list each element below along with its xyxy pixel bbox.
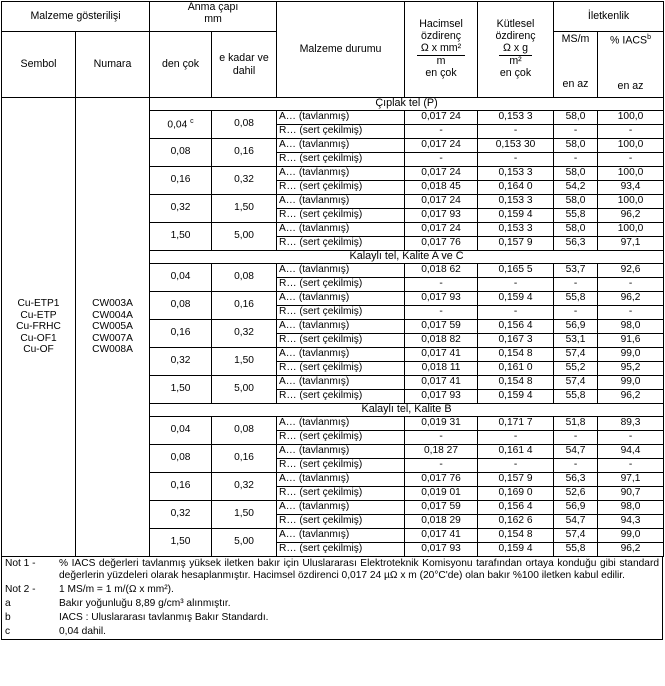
mass-resistivity: 0,159 4 <box>478 390 554 404</box>
conductivity-iacs: 92,6 <box>598 264 664 278</box>
conductivity-ms: 58,0 <box>554 167 598 181</box>
volume-resistivity: - <box>405 125 478 139</box>
conductivity-ms: - <box>554 125 598 139</box>
diameter-to: 0,08 <box>212 111 277 139</box>
diameter-from-cell <box>150 111 212 139</box>
mass-resistivity: 0,153 3 <box>478 111 554 125</box>
conductivity-iacs: 98,0 <box>598 501 664 515</box>
mass-resistivity: - <box>478 306 554 320</box>
mass-resistivity: 0,164 0 <box>478 181 554 195</box>
section-title: Çıplak tel (P) <box>150 98 664 111</box>
volume-resistivity: 0,017 24 <box>405 111 478 125</box>
conductivity-iacs: 100,0 <box>598 223 664 237</box>
material-condition: A… (tavlanmış) <box>277 223 405 237</box>
conductivity-iacs: - <box>598 306 664 320</box>
material-condition: A… (tavlanmış) <box>277 292 405 306</box>
volume-resistivity: - <box>405 306 478 320</box>
symbol-item: Cu-OF1 <box>20 332 57 344</box>
header-mass-unit <box>499 43 532 68</box>
material-condition: R… (sert çekilmiş) <box>277 125 405 139</box>
mass-resistivity: 0,154 8 <box>478 529 554 543</box>
conductivity-ms: - <box>554 459 598 473</box>
volume-resistivity: - <box>405 278 478 292</box>
number-item: CW008A <box>92 344 133 356</box>
number-item: CW004A <box>92 309 133 321</box>
conductivity-iacs: - <box>598 278 664 292</box>
conductivity-iacs: 94,4 <box>598 445 664 459</box>
diameter-from: 0,04 <box>170 271 191 283</box>
diameter-from-cell <box>150 223 212 251</box>
conductivity-iacs: 95,2 <box>598 362 664 376</box>
symbol-item: Cu-ETP <box>20 309 57 321</box>
material-condition: A… (tavlanmış) <box>277 529 405 543</box>
header-volume-resistivity <box>405 2 478 98</box>
material-condition: R… (sert çekilmiş) <box>277 362 405 376</box>
conductivity-iacs: 90,7 <box>598 487 664 501</box>
header-mass-resistivity <box>478 2 554 98</box>
material-condition: R… (sert çekilmiş) <box>277 515 405 529</box>
symbol-item: Cu-FRHC <box>16 321 61 333</box>
conductivity-ms: 57,4 <box>554 348 598 362</box>
header-up-to-incl: e kadar ve dahil <box>212 32 277 98</box>
conductivity-ms: 54,7 <box>554 515 598 529</box>
volume-resistivity: - <box>405 459 478 473</box>
conductivity-ms: 56,9 <box>554 501 598 515</box>
conductivity-ms: 57,4 <box>554 376 598 390</box>
mass-resistivity: 0,156 4 <box>478 501 554 515</box>
diameter-from-cell <box>150 417 212 445</box>
table-notes <box>1 557 663 640</box>
conductivity-iacs: 100,0 <box>598 195 664 209</box>
volume-resistivity: 0,017 59 <box>405 320 478 334</box>
number-item: CW003A <box>92 298 133 310</box>
conductivity-iacs: - <box>598 459 664 473</box>
material-condition: R… (sert çekilmiş) <box>277 181 405 195</box>
section-title: Kalaylı tel, Kalite B <box>150 404 664 417</box>
mass-resistivity: 0,159 4 <box>478 209 554 223</box>
diameter-from-cell <box>150 195 212 223</box>
header-from-over: den çok <box>150 32 212 98</box>
header-volume-unit-num: Ω x mm² <box>417 43 465 56</box>
diameter-from: 0,04 <box>170 424 191 436</box>
conductivity-iacs: 96,2 <box>598 543 664 557</box>
volume-resistivity: 0,017 41 <box>405 529 478 543</box>
material-condition: R… (sert çekilmiş) <box>277 306 405 320</box>
material-condition: A… (tavlanmış) <box>277 320 405 334</box>
volume-resistivity: 0,017 93 <box>405 209 478 223</box>
volume-resistivity: 0,018 82 <box>405 334 478 348</box>
conductor-resistivity-table <box>1 1 664 557</box>
conductivity-iacs: 97,1 <box>598 473 664 487</box>
volume-resistivity: 0,018 62 <box>405 264 478 278</box>
diameter-from: 1,50 <box>170 383 191 395</box>
number-item: CW007A <box>92 332 133 344</box>
conductivity-ms: - <box>554 306 598 320</box>
material-condition: R… (sert çekilmiş) <box>277 390 405 404</box>
conductivity-iacs: - <box>598 125 664 139</box>
mass-resistivity: - <box>478 153 554 167</box>
diameter-to: 0,32 <box>212 167 277 195</box>
diameter-from: 0,32 <box>170 202 191 214</box>
diameter-from-cell <box>150 264 212 292</box>
header-mass-unit-num: Ω x g <box>499 43 532 56</box>
note-key: c <box>5 626 11 638</box>
mass-resistivity: 0,154 8 <box>478 348 554 362</box>
header-ms-min: en az <box>562 78 589 91</box>
conductivity-ms: 56,3 <box>554 473 598 487</box>
volume-resistivity: 0,018 29 <box>405 515 478 529</box>
diameter-from-cell <box>150 167 212 195</box>
header-nominal-diameter-unit: mm <box>204 12 222 25</box>
diameter-to: 0,32 <box>212 473 277 501</box>
header-iacs: % IACS <box>610 34 648 47</box>
conductivity-iacs: 89,3 <box>598 417 664 431</box>
conductivity-iacs: 99,0 <box>598 529 664 543</box>
header-mass-resistivity-label: Kütlesel özdirenç <box>495 18 536 43</box>
mass-resistivity: - <box>478 278 554 292</box>
conductivity-ms: 55,8 <box>554 292 598 306</box>
volume-resistivity: 0,017 93 <box>405 390 478 404</box>
material-condition: A… (tavlanmış) <box>277 376 405 390</box>
conductivity-ms: 53,1 <box>554 334 598 348</box>
document-page <box>1 1 664 684</box>
conductivity-ms: - <box>554 431 598 445</box>
diameter-from-cell <box>150 292 212 320</box>
mass-resistivity: 0,167 3 <box>478 334 554 348</box>
number-list-cell <box>76 98 150 557</box>
conductivity-iacs: 97,1 <box>598 237 664 251</box>
material-condition: A… (tavlanmış) <box>277 417 405 431</box>
header-ms-m-cell <box>554 32 598 98</box>
volume-resistivity: 0,017 24 <box>405 139 478 153</box>
conductivity-ms: 58,0 <box>554 111 598 125</box>
conductivity-ms: - <box>554 278 598 292</box>
diameter-to: 0,08 <box>212 417 277 445</box>
conductivity-iacs: 100,0 <box>598 111 664 125</box>
conductivity-ms: - <box>554 153 598 167</box>
material-condition: R… (sert çekilmiş) <box>277 431 405 445</box>
symbol-item: Cu-ETP1 <box>17 298 60 310</box>
diameter-to: 0,16 <box>212 445 277 473</box>
conductivity-ms: 56,9 <box>554 320 598 334</box>
volume-resistivity: 0,017 76 <box>405 473 478 487</box>
diameter-from: 1,50 <box>170 536 191 548</box>
conductivity-ms: 55,8 <box>554 543 598 557</box>
conductivity-ms: 58,0 <box>554 195 598 209</box>
diameter-to: 5,00 <box>212 376 277 404</box>
volume-resistivity: 0,017 59 <box>405 501 478 515</box>
diameter-to: 1,50 <box>212 348 277 376</box>
header-symbol: Sembol <box>2 32 76 98</box>
note-text: % IACS değerleri tavlanmış yüksek iletken bakır için Uluslararası Elektroteknik Komisyonu tarafından ortaya konduğu gibi standard değerlerin yüzdeleri olarak hesaplanmıştır. Hacimsel özdirenci 0,017 24 µΩ x m (20°C'de) olan bakır %100 iletken kabul edilir. <box>59 558 659 582</box>
note-key: Not 2 - <box>5 584 36 596</box>
conductivity-ms: 55,2 <box>554 362 598 376</box>
note-key: a <box>5 598 11 610</box>
header-volume-resistivity-label: Hacimsel özdirenç <box>419 18 463 43</box>
material-condition: A… (tavlanmış) <box>277 195 405 209</box>
conductivity-iacs: - <box>598 431 664 445</box>
material-condition: R… (sert çekilmiş) <box>277 487 405 501</box>
conductivity-iacs: 98,0 <box>598 320 664 334</box>
note-row <box>2 611 663 625</box>
diameter-from-cell <box>150 320 212 348</box>
diameter-from: 0,32 <box>170 355 191 367</box>
material-condition: A… (tavlanmış) <box>277 167 405 181</box>
mass-resistivity: 0,161 4 <box>478 445 554 459</box>
conductivity-ms: 58,0 <box>554 223 598 237</box>
mass-resistivity: 0,169 0 <box>478 487 554 501</box>
mass-resistivity: 0,153 3 <box>478 223 554 237</box>
diameter-from-cell <box>150 501 212 529</box>
conductivity-iacs: 93,4 <box>598 181 664 195</box>
section-title: Kalaylı tel, Kalite A ve C <box>150 251 664 264</box>
conductivity-ms: 57,4 <box>554 529 598 543</box>
conductivity-iacs: 96,2 <box>598 292 664 306</box>
header-iacs-min: en az <box>617 79 644 92</box>
volume-resistivity: 0,18 27 <box>405 445 478 459</box>
diameter-from-cell <box>150 139 212 167</box>
volume-resistivity: 0,019 01 <box>405 487 478 501</box>
note-text: IACS : Uluslararası tavlanmış Bakır Standardı. <box>59 612 269 624</box>
volume-resistivity: 0,017 93 <box>405 543 478 557</box>
conductivity-iacs: 91,6 <box>598 334 664 348</box>
conductivity-iacs: 99,0 <box>598 348 664 362</box>
diameter-from-cell <box>150 473 212 501</box>
header-iacs-note: b <box>647 34 652 41</box>
diameter-from: 0,16 <box>170 480 191 492</box>
volume-resistivity: 0,017 24 <box>405 167 478 181</box>
diameter-from: 0,32 <box>170 508 191 520</box>
conductivity-ms: 54,7 <box>554 445 598 459</box>
conductivity-iacs: 99,0 <box>598 376 664 390</box>
conductivity-iacs: 100,0 <box>598 139 664 153</box>
diameter-from: 0,08 <box>170 452 191 464</box>
header-nominal-diameter-label: Anma çapı <box>187 1 239 13</box>
mass-resistivity: 0,153 3 <box>478 167 554 181</box>
diameter-to: 5,00 <box>212 223 277 251</box>
volume-resistivity: 0,017 76 <box>405 237 478 251</box>
volume-resistivity: - <box>405 153 478 167</box>
mass-resistivity: - <box>478 431 554 445</box>
volume-resistivity: 0,017 41 <box>405 348 478 362</box>
header-volume-max: en çok <box>425 66 457 79</box>
diameter-from-cell <box>150 445 212 473</box>
header-nominal-diameter <box>150 2 277 32</box>
conductivity-iacs: 94,3 <box>598 515 664 529</box>
material-condition: A… (tavlanmış) <box>277 111 405 125</box>
material-condition: A… (tavlanmış) <box>277 501 405 515</box>
conductivity-ms: 58,0 <box>554 139 598 153</box>
conductivity-ms: 55,8 <box>554 209 598 223</box>
diameter-from-cell <box>150 376 212 404</box>
mass-resistivity: 0,162 6 <box>478 515 554 529</box>
note-row <box>2 557 663 583</box>
volume-resistivity: 0,019 31 <box>405 417 478 431</box>
material-condition: A… (tavlanmış) <box>277 348 405 362</box>
mass-resistivity: - <box>478 125 554 139</box>
note-text: 0,04 dahil. <box>59 626 107 638</box>
mass-resistivity: 0,153 30 <box>478 139 554 153</box>
symbol-list-cell <box>2 98 76 557</box>
material-condition: R… (sert çekilmiş) <box>277 237 405 251</box>
diameter-from: 0,16 <box>170 327 191 339</box>
material-condition: A… (tavlanmış) <box>277 445 405 459</box>
conductivity-iacs: 100,0 <box>598 167 664 181</box>
note-key: Not 1 - <box>5 558 36 569</box>
diameter-to: 0,16 <box>212 139 277 167</box>
number-item: CW005A <box>92 321 133 333</box>
header-volume-unit-den: m <box>436 54 446 67</box>
diameter-from-cell <box>150 348 212 376</box>
conductivity-ms: 55,8 <box>554 390 598 404</box>
diameter-from: 0,08 <box>170 299 191 311</box>
conductivity-ms: 56,3 <box>554 237 598 251</box>
diameter-from: 0,04 <box>167 119 191 131</box>
material-condition: A… (tavlanmış) <box>277 473 405 487</box>
diameter-to: 1,50 <box>212 501 277 529</box>
diameter-to: 5,00 <box>212 529 277 557</box>
note-key: b <box>5 612 11 624</box>
volume-resistivity: 0,017 41 <box>405 376 478 390</box>
volume-resistivity: 0,017 24 <box>405 195 478 209</box>
material-condition: R… (sert çekilmiş) <box>277 209 405 223</box>
symbol-item: Cu-OF <box>23 344 54 356</box>
diameter-to: 0,32 <box>212 320 277 348</box>
volume-resistivity: 0,017 93 <box>405 292 478 306</box>
material-condition: R… (sert çekilmiş) <box>277 153 405 167</box>
note-row <box>2 625 663 640</box>
material-condition: A… (tavlanmış) <box>277 139 405 153</box>
mass-resistivity: 0,153 3 <box>478 195 554 209</box>
material-condition: R… (sert çekilmiş) <box>277 459 405 473</box>
diameter-from: 1,50 <box>170 230 191 242</box>
mass-resistivity: 0,161 0 <box>478 362 554 376</box>
note-text: 1 MS/m = 1 m/(Ω x mm²). <box>59 584 174 596</box>
conductivity-ms: 52,6 <box>554 487 598 501</box>
header-number: Numara <box>76 32 150 98</box>
header-mass-unit-den: m² <box>509 54 522 67</box>
header-material-condition: Malzeme durumu <box>277 2 405 98</box>
volume-resistivity: 0,017 24 <box>405 223 478 237</box>
header-mass-max: en çok <box>499 66 532 79</box>
mass-resistivity: 0,156 4 <box>478 320 554 334</box>
mass-resistivity: 0,157 9 <box>478 473 554 487</box>
mass-resistivity: 0,165 5 <box>478 264 554 278</box>
conductivity-ms: 54,2 <box>554 181 598 195</box>
header-material-designation: Malzeme gösterilişi <box>2 2 150 32</box>
mass-resistivity: 0,159 4 <box>478 292 554 306</box>
volume-resistivity: 0,018 11 <box>405 362 478 376</box>
mass-resistivity: 0,171 7 <box>478 417 554 431</box>
conductivity-iacs: - <box>598 153 664 167</box>
diameter-from: 0,08 <box>170 146 191 158</box>
note-row <box>2 583 663 597</box>
diameter-from-cell <box>150 529 212 557</box>
conductivity-iacs: 96,2 <box>598 209 664 223</box>
conductivity-ms: 53,7 <box>554 264 598 278</box>
note-text: Bakır yoğunluğu 8,89 g/cm³ alınmıştır. <box>59 598 231 610</box>
diameter-to: 0,16 <box>212 292 277 320</box>
mass-resistivity: 0,157 9 <box>478 237 554 251</box>
material-condition: R… (sert çekilmiş) <box>277 334 405 348</box>
material-condition: R… (sert çekilmiş) <box>277 278 405 292</box>
header-volume-unit <box>417 43 465 68</box>
mass-resistivity: 0,154 8 <box>478 376 554 390</box>
material-condition: A… (tavlanmış) <box>277 264 405 278</box>
mass-resistivity: 0,159 4 <box>478 543 554 557</box>
volume-resistivity: 0,018 45 <box>405 181 478 195</box>
diameter-from-note: c <box>190 117 194 125</box>
diameter-to: 1,50 <box>212 195 277 223</box>
material-condition: R… (sert çekilmiş) <box>277 543 405 557</box>
diameter-to: 0,08 <box>212 264 277 292</box>
volume-resistivity: - <box>405 431 478 445</box>
mass-resistivity: - <box>478 459 554 473</box>
note-row <box>2 597 663 611</box>
header-ms-m: MS/m <box>561 33 590 45</box>
header-iacs-cell <box>598 32 664 98</box>
conductivity-ms: 51,8 <box>554 417 598 431</box>
conductivity-iacs: 96,2 <box>598 390 664 404</box>
diameter-from: 0,16 <box>170 174 191 186</box>
header-conductivity: İletkenlik <box>554 2 664 32</box>
